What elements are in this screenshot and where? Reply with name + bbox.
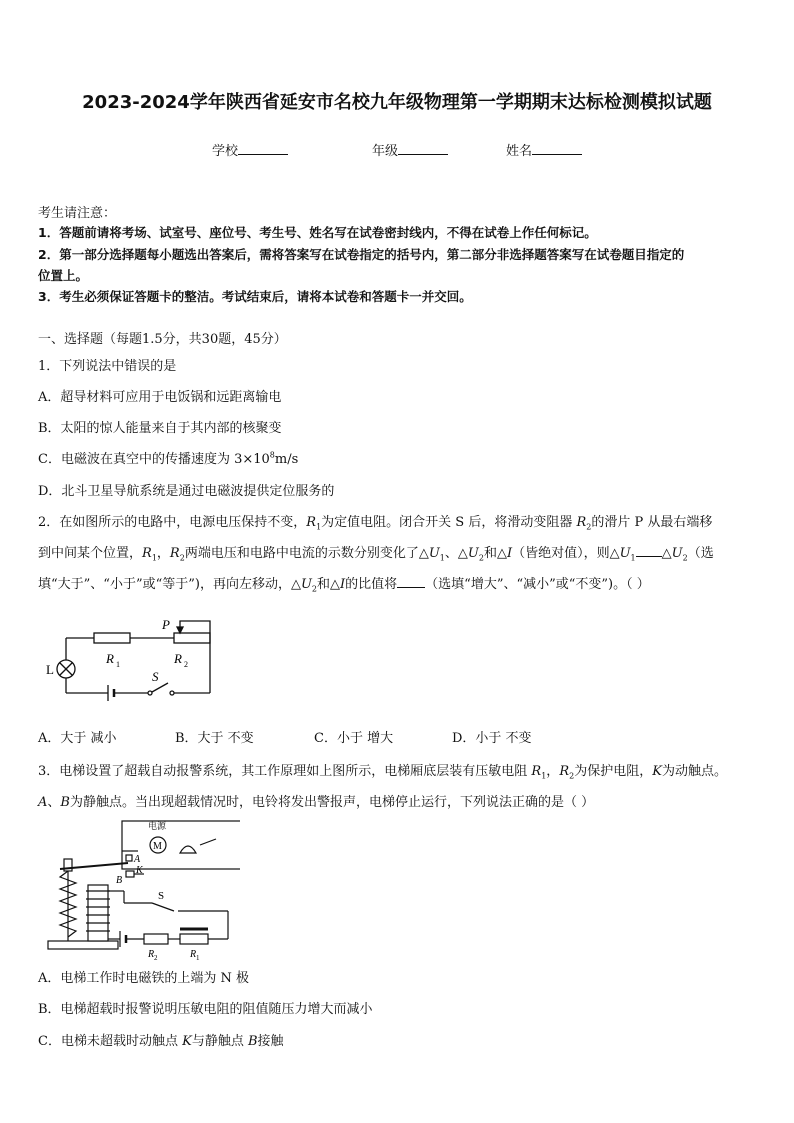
svg-text:2: 2 [154, 954, 158, 962]
switch-s [152, 683, 168, 692]
q2-stem-line1: 2．在如图所示的电路中，电源电压保持不变，$R_1$为定值电阻。闭合开关 S 后，将滑动变阻器 $R_2$的滑片 P 从最右端移 [38, 515, 713, 532]
svg-text:R: R [106, 651, 114, 666]
q1-option-a: A．超导材料可应用于电饭锅和远距离输电 [38, 390, 282, 405]
q2-option-a: A．大于 减小 [38, 731, 117, 746]
q2-stem-line2: 到中间某个位置，$R_1$，$R_2$两端电压和电路中电流的示数分别变化了$\triangle U_1$、$\triangle U_2$和△I（皆绝对值），则$\triangle U_1$ $\triangle U_2$（选 [38, 542, 714, 563]
notice-heading: 考生请注意： [38, 206, 117, 221]
switch-s [152, 903, 174, 911]
q1-stem: 1．下列说法中错误的是 [38, 359, 177, 374]
svg-text:A: A [134, 854, 141, 865]
q3-stem-line1: 3．电梯设置了超载自动报警系统，其工作原理如上图所示，电梯厢底层装有压敏电阻 $R_1$，$R_2$为保护电阻，K为动触点。 [38, 764, 727, 781]
resistor-r2 [144, 934, 168, 944]
svg-text:M: M [153, 841, 162, 852]
q2-stem-line3: 填“大于”、“小于”或“等于”)，再向左移动，$\triangle U_2$和△I的比值将 （选填“增大”、“减小”或“不变”)。（ ） [38, 573, 650, 594]
svg-text:S: S [152, 669, 159, 684]
resistor-r1 [94, 633, 130, 643]
svg-text:2: 2 [184, 660, 188, 669]
svg-text:R: R [174, 651, 182, 666]
q2-circuit-diagram [44, 605, 224, 705]
q3-option-b: B．电梯超载时报警说明压敏电阻的阻值随压力增大而减小 [38, 1002, 373, 1017]
q2-blank-2[interactable] [397, 573, 425, 588]
bell [180, 846, 196, 853]
q2-option-c: C．小于 增大 [314, 731, 394, 746]
grade-field[interactable]: 年级 [372, 140, 448, 159]
section-heading: 一、选择题（每题1.5分，共30题，45分） [38, 332, 287, 347]
svg-text:1: 1 [116, 660, 120, 669]
school-field[interactable]: 学校 [212, 140, 288, 159]
q1-option-b: B．太阳的惊人能量来自于其内部的核聚变 [38, 421, 282, 436]
q3-option-a: A．电梯工作时电磁铁的上端为 N 极 [38, 971, 250, 986]
svg-text:K: K [136, 865, 143, 876]
notice-item-3: 3．考生必须保证答题卡的整洁。考试结束后，请将本试卷和答题卡一并交回。 [38, 289, 472, 304]
q1-option-c: C．电磁波在真空中的传播速度为 $3\times 10^8m/s$ [38, 450, 299, 467]
notice-item-2: 2．第一部分选择题每小题选出答案后，需将答案写在试卷指定的括号内，第二部分非选择题答案写在试卷题目指定的 [38, 247, 685, 262]
q2-option-d: D．小于 不变 [452, 731, 532, 746]
page-title: 2023-2024学年陕西省延安市名校九年级物理第一学期期末达标检测模拟试题 [82, 92, 712, 113]
svg-text:S: S [158, 890, 165, 902]
svg-text:B: B [116, 875, 123, 886]
q2-option-b: B．大于 不变 [175, 731, 254, 746]
svg-text:电源: 电源 [148, 822, 167, 832]
resistor-r1 [180, 934, 208, 944]
q3-option-c: C．电梯未超载时动触点 K与静触点 B接触 [38, 1034, 284, 1049]
svg-text:R: R [148, 949, 155, 960]
q3-elevator-circuit-diagram [40, 813, 240, 963]
notice-item-1: 1．答题前请将考场、试室号、座位号、考生号、姓名写在试卷密封线内，不得在试卷上作任何标记。 [38, 225, 597, 240]
electromagnet [88, 885, 108, 941]
name-field[interactable]: 姓名 [506, 140, 582, 159]
svg-text:L: L [46, 662, 54, 677]
svg-text:P: P [162, 617, 170, 632]
q1-option-d: D．北斗卫星导航系统是通过电磁波提供定位服务的 [38, 484, 335, 499]
q3-stem-line2: A、B为静触点。当出现超载情况时，电铃将发出警报声，电梯停止运行，下列说法正确的是（ ） [38, 795, 595, 810]
svg-text:R: R [190, 949, 197, 960]
resistor-r2 [174, 633, 210, 643]
q2-blank-1[interactable] [636, 542, 662, 557]
notice-item-2-cont: 位置上。 [38, 268, 89, 283]
svg-text:1: 1 [196, 954, 200, 962]
